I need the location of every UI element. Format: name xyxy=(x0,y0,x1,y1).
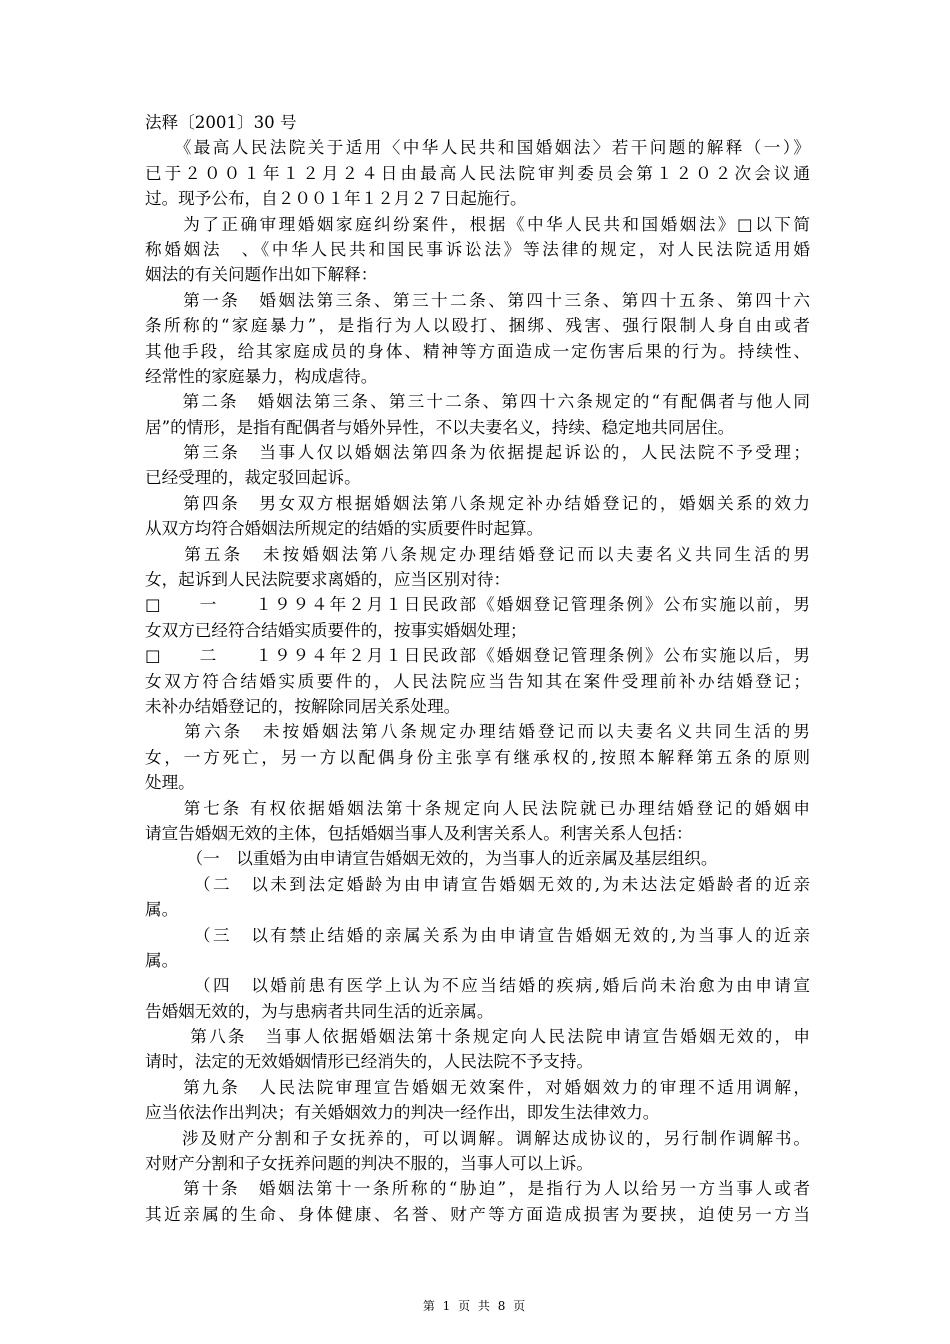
text-line: 为了正确审理婚姻家庭纠纷案件，根据《中华人民共和国婚姻法》□以下简 xyxy=(145,214,810,234)
text-line: 第二条 婚姻法第三条、第三十二条、第四十六条规定的“有配偶者与他人同 xyxy=(145,392,810,412)
text-line: （二 以未到法定婚龄为由申请宣告婚姻无效的,为未达法定婚龄者的近亲 xyxy=(145,874,810,894)
text-line: 其他手段，给其家庭成员的身体、精神等方面造成一定伤害后果的行为。持续性、 xyxy=(145,341,810,361)
text-line: 经常性的家庭暴力，构成虐待。 xyxy=(145,366,378,386)
text-line: 属。 xyxy=(145,950,179,970)
text-line: 处理。 xyxy=(145,773,195,793)
text-line: 第一条 婚姻法第三条、第三十二条、第四十三条、第四十五条、第四十六 xyxy=(145,290,810,310)
text-line: （三 以有禁止结婚的亲属关系为由申请宣告婚姻无效的,为当事人的近亲 xyxy=(145,925,810,945)
text-line: 女双方已经符合结婚实质要件的，按事实婚姻处理； xyxy=(145,620,527,640)
text-line: 涉及财产分割和子女抚养的，可以调解。调解达成协议的，另行制作调解书。 xyxy=(145,1128,810,1148)
text-line: 女双方符合结婚实质要件的，人民法院应当告知其在案件受理前补办结婚登记； xyxy=(145,671,810,691)
text-line: 女，起诉到人民法院要求离婚的，应当区别对待： xyxy=(145,570,511,590)
text-line: （四 以婚前患有医学上认为不应当结婚的疾病,婚后尚未治愈为由申请宣 xyxy=(145,976,810,996)
text-line: 第八条 当事人依据婚姻法第十条规定向人民法院申请宣告婚姻无效的，申 xyxy=(145,1027,810,1047)
text-line: 法释〔2001〕30 号 xyxy=(145,113,297,132)
text-line: 从双方均符合婚姻法所规定的结婚的实质要件时起算。 xyxy=(145,519,544,539)
text-line: 第七条 有权依据婚姻法第十条规定向人民法院就已办理结婚登记的婚姻申 xyxy=(145,798,810,818)
text-line: （一 以重婚为由申请宣告婚姻无效的，为当事人的近亲属及基层组织。 xyxy=(145,849,718,869)
text-line: 对财产分割和子女抚养问题的判决不服的，当事人可以上诉。 xyxy=(145,1154,594,1174)
text-line: 第五条 未按婚姻法第八条规定办理结婚登记而以夫妻名义共同生活的男 xyxy=(145,544,810,564)
text-line: 已经受理的，裁定驳回起诉。 xyxy=(145,468,361,488)
text-line: 其近亲属的生命、身体健康、名誉、财产等方面造成损害为要挟，迫使另一方当 xyxy=(145,1204,810,1224)
text-line: 称婚姻法 、《中华人民共和国民事诉讼法》等法律的规定，对人民法院适用婚 xyxy=(145,239,810,259)
text-line: 条所称的“家庭暴力”，是指行为人以殴打、捆绑、残害、强行限制人身自由或者 xyxy=(145,316,810,336)
text-line: 第六条 未按婚姻法第八条规定办理结婚登记而以夫妻名义共同生活的男 xyxy=(145,722,810,742)
text-line: 第九条 人民法院审理宣告婚姻无效案件，对婚姻效力的审理不适用调解， xyxy=(145,1077,810,1097)
text-line: 未补办结婚登记的，按解除同居关系处理。 xyxy=(145,696,461,716)
text-line: 属。 xyxy=(145,900,179,920)
text-line: 请宣告婚姻无效的主体，包括婚姻当事人及利害关系人。利害关系人包括： xyxy=(145,823,693,843)
text-line: 已于２００１年１２月２４日由最高人民法院审判委员会第１２０２次会议通 xyxy=(145,163,810,183)
text-line: 姻法的有关问题作出如下解释： xyxy=(145,265,378,285)
text-line: 过。现予公布，自２００１年１２月２７日起施行。 xyxy=(145,189,527,209)
document-body xyxy=(145,110,810,1227)
text-line: 请时，法定的无效婚姻情形已经消失的，人民法院不予支持。 xyxy=(145,1052,594,1072)
text-line: 第四条 男女双方根据婚姻法第八条规定补办结婚登记的，婚姻关系的效力 xyxy=(145,493,810,513)
text-line: 应当依法作出判决；有关婚姻效力的判决一经作出，即发生法律效力。 xyxy=(145,1103,660,1123)
page-footer: 第 1 页 共 8 页 xyxy=(422,1299,528,1313)
text-line: 第十条 婚姻法第十一条所称的“胁迫”，是指行为人以给另一方当事人或者 xyxy=(145,1179,810,1199)
text-line: 告婚姻无效的，为与患病者共同生活的近亲属。 xyxy=(145,1001,494,1021)
text-line: 居”的情形，是指有配偶者与婚外异性，不以夫妻名义，持续、稳定地共同居住。 xyxy=(145,417,735,437)
text-line: 《最高人民法院关于适用〈中华人民共和国婚姻法〉若干问题的解释（一）》 xyxy=(145,138,810,158)
text-line: □ 二 １９９４年２月１日民政部《婚姻登记管理条例》公布实施以后，男 xyxy=(145,646,810,666)
text-line: 女，一方死亡，另一方以配偶身份主张享有继承权的,按照本解释第五条的原则 xyxy=(145,747,810,767)
text-line: 第三条 当事人仅以婚姻法第四条为依据提起诉讼的，人民法院不予受理； xyxy=(145,443,810,463)
text-line: □ 一 １９９４年２月１日民政部《婚姻登记管理条例》公布实施以前，男 xyxy=(145,595,810,615)
